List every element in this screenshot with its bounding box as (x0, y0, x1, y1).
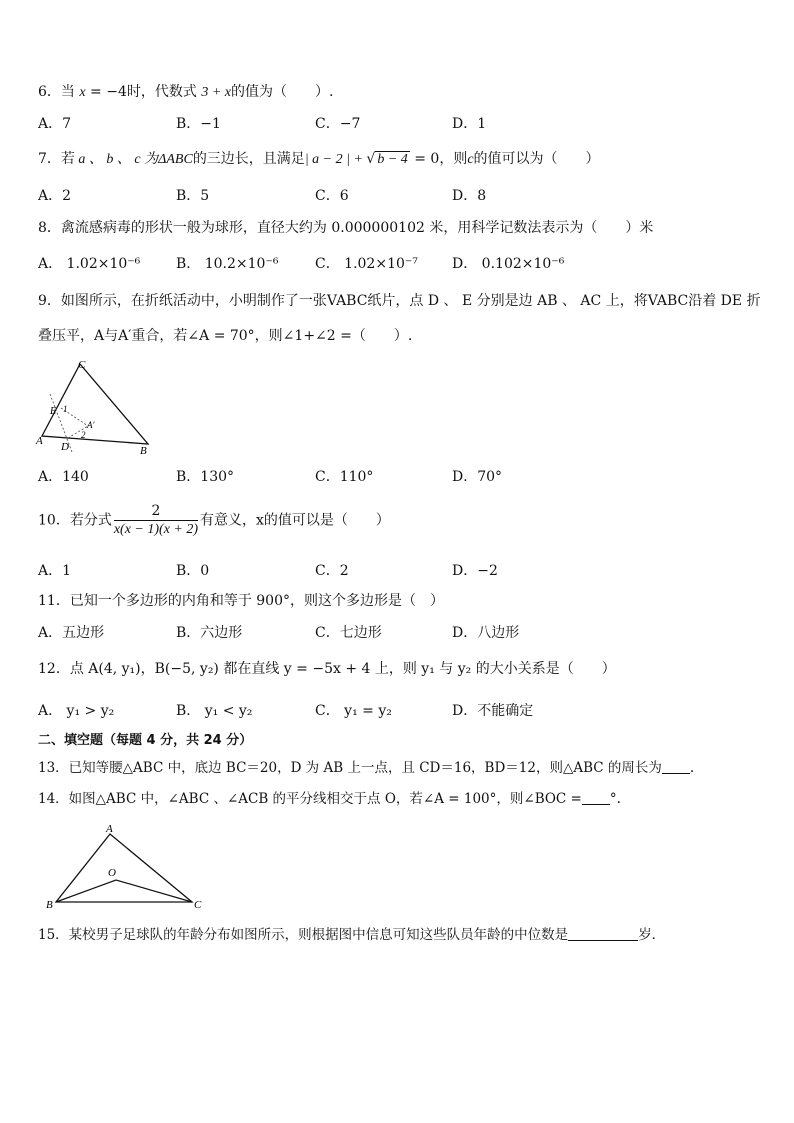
fig14-label-o: O (108, 867, 116, 879)
fig9-label-d: D (61, 441, 69, 453)
q11-option-c[interactable]: C．七边形 (315, 625, 382, 641)
question-9-line-2: 叠压平，A与A′重合，若∠A = 70°，则∠1+∠2 =（ ）. (38, 328, 413, 344)
question-13: 13．已知等腰△ABC 中，底边 BC＝20，D 为 AB 上一点，且 CD＝16，BD＝12，则△ABC 的周长为 . (38, 760, 695, 776)
fig14-label-a: A (106, 823, 113, 835)
q15-answer-blank[interactable] (568, 926, 638, 941)
q8-option-d[interactable]: D． 0.102×10⁻⁶ (452, 256, 565, 272)
q6-option-b[interactable]: B．−1 (176, 116, 221, 132)
q6-option-a[interactable]: A．7 (38, 116, 72, 132)
q10-option-a[interactable]: A．1 (38, 563, 72, 579)
question-6: 6．当 x = −4时，代数式 3 + x的值为（ ）. (38, 84, 334, 100)
question-8: 8．禽流感病毒的形状一般为球形，直径大约为 0.000000102 米，用科学记数法表示为（ ）米 (38, 220, 654, 236)
fig9-label-b: B (140, 445, 147, 457)
q8-option-b[interactable]: B． 10.2×10⁻⁶ (176, 256, 279, 272)
q12-option-d[interactable]: D．不能确定 (452, 703, 534, 719)
fig9-label-a: A (36, 435, 43, 447)
question-10: 10．若分式 $\frac{2}{x(x - 1)(x + 2)}$ 有意义，x的值可以是（ ） (38, 503, 390, 537)
fig9-label-2: 2 (81, 430, 86, 440)
q11-option-b[interactable]: B．六边形 (176, 625, 243, 641)
q9-option-d[interactable]: D．70° (452, 469, 503, 485)
q6-option-d[interactable]: D．1 (452, 116, 487, 132)
q10-option-c[interactable]: C．2 (315, 563, 349, 579)
question-12: 12．点 A(4, y₁)，B(−5, y₂) 都在直线 y = −5x + 4 上，则 y₁ 与 y₂ 的大小关系是（ ） (38, 661, 616, 677)
q14-triangle-figure (40, 820, 210, 912)
q7-option-d[interactable]: D．8 (452, 188, 487, 204)
q8-option-a[interactable]: A． 1.02×10⁻⁶ (38, 256, 141, 272)
q6-option-c[interactable]: C．−7 (315, 116, 361, 132)
q9-option-a[interactable]: A．140 (38, 469, 89, 485)
fig9-label-1: 1 (63, 404, 68, 414)
q9-folded-triangle-figure (30, 356, 160, 458)
question-11: 11．已知一个多边形的内角和等于 900°，则这个多边形是（ ） (38, 593, 444, 609)
q9-option-c[interactable]: C．110° (315, 469, 374, 485)
question-7: 7．若 a 、 b 、 c 为ΔABC的三边长，且满足| a − 2 | + √ b − 4 = 0，则c的值可以为（ ） (38, 151, 600, 167)
q7-option-b[interactable]: B．5 (176, 188, 210, 204)
q7-option-a[interactable]: A．2 (38, 188, 72, 204)
q9-option-b[interactable]: B．130° (176, 469, 235, 485)
q7-option-c[interactable]: C．6 (315, 188, 349, 204)
fig9-label-c: C (78, 359, 86, 371)
fig9-label-e: E (50, 406, 57, 417)
q10-option-b[interactable]: B．0 (176, 563, 210, 579)
question-9-line-1: 9．如图所示，在折纸活动中，小明制作了一张VABC纸片，点 D 、 E 分别是边 AB 、 AC 上，将VABC沿着 DE 折 (38, 293, 761, 309)
section-2-heading: 二、填空题（每题 4 分，共 24 分） (38, 733, 253, 748)
fig14-label-b: B (46, 899, 53, 911)
q13-answer-blank[interactable] (662, 759, 690, 774)
q10-option-d[interactable]: D．−2 (452, 563, 498, 579)
fig9-label-aprime: A′ (87, 420, 95, 430)
q8-option-c[interactable]: C． 1.02×10⁻⁷ (315, 256, 418, 272)
q12-option-b[interactable]: B． y₁ < y₂ (176, 703, 253, 719)
q10-fraction: $\frac{2}{x(x - 1)(x + 2)}$ (113, 503, 199, 537)
q11-option-a[interactable]: A．五边形 (38, 625, 105, 641)
question-15: 15．某校男子足球队的年龄分布如图所示，则根据图中信息可知这些队员年龄的中位数是 岁． (38, 927, 666, 943)
fig14-label-c: C (194, 899, 202, 911)
q14-answer-blank[interactable] (582, 790, 610, 805)
q12-option-a[interactable]: A． y₁ > y₂ (38, 703, 115, 719)
question-14: 14．如图△ABC 中，∠ABC 、∠ACB 的平分线相交于点 O，若∠A = 100°，则∠BOC = °. (38, 791, 621, 807)
q12-option-c[interactable]: C． y₁ = y₂ (315, 703, 392, 719)
q11-option-d[interactable]: D．八边形 (452, 625, 520, 641)
